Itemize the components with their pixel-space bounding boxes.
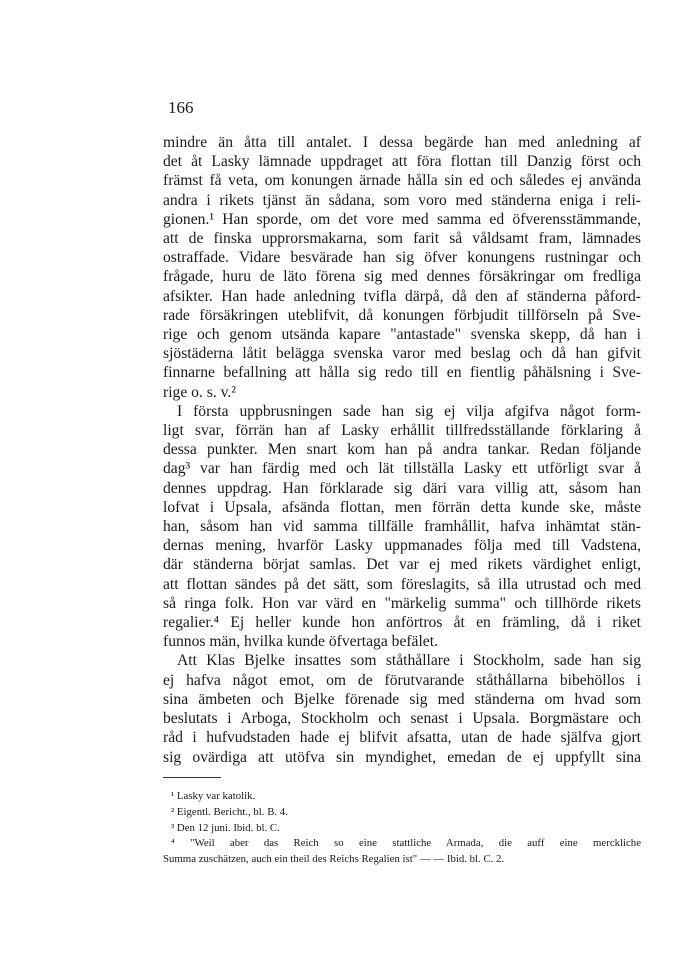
footnote: ⁴ "Weil aber das Reich so eine stattliche Armada, die auff eine merckliche	[171, 837, 641, 850]
text-line: afsikter. Han hade anledning tvifla därpå, då den af ständerna påford-	[163, 287, 641, 305]
text-line: funnos män, hvilka kunde öfvertaga befälet.	[163, 633, 438, 651]
text-line: främst få veta, om konungen ärnade hålla sin ed och således ej använda	[163, 172, 641, 190]
text-line: att flottan sändes på det sätt, som föreslagits, så illa utrustad och med	[163, 575, 641, 593]
text-line: finnarne befallning att hålla sig redo till en fientlig påhälsning i Sve-	[163, 364, 641, 382]
text-line: lofvat i Upsala, afsända flottan, men förrän detta kunde ske, måste	[163, 498, 641, 516]
text-line: I första uppbrusningen sade han sig ej vilja afgifva något form-	[177, 402, 641, 420]
footnote: ¹ Lasky var katolik.	[171, 790, 256, 802]
text-line: rige och genom utsända kapare "antastade" svenska skepp, då han i	[163, 326, 641, 344]
text-line: frågade, huru de läto förena sig med dennes försäkringar om fredliga	[163, 268, 641, 286]
text-line: beslutats i Arboga, Stockholm och senast i Upsala. Borgmästare och	[163, 710, 641, 728]
text-line: andra i rikets tjänst än sådana, som voro med ständerna eniga i reli-	[163, 191, 641, 209]
text-line: sina ämbeten och Bjelke förenade sig med ständerna om hvad som	[163, 690, 641, 708]
text-line: ostraffade. Vidare besvärade han sig öfver konungens rustningar och	[163, 249, 641, 267]
body-text	[163, 133, 641, 767]
text-line: dernas mening, hvarför Lasky uppmanades följa med till Vadstena,	[163, 537, 641, 555]
text-line: rige o. s. v.²	[163, 383, 236, 401]
text-line: regalier.⁴ Ej heller kunde hon anförtros åt en främling, då i riket	[163, 614, 641, 632]
text-line: sjöstäderna låtit belägga svenska varor med beslag och då han gifvit	[163, 345, 641, 363]
text-line: ligt svar, förrän han af Lasky erhållit tillfredsställande förklaring å	[163, 422, 641, 440]
text-line: han, såsom han vid samma tillfälle framhållit, hafva inhämtat stän-	[163, 518, 641, 536]
page-number: 166	[168, 98, 194, 117]
text-line: så ringa folk. Hon var värd en "märkelig summa" och tillhörde rikets	[163, 594, 641, 612]
text-line: sig ovärdiga att utöfva sin myndighet, emedan de ej uppfyllt sina	[163, 748, 641, 766]
text-line: dennes uppdrag. Han förklarade sig däri vara villig att, såsom han	[163, 479, 641, 497]
footnote-continuation: Summa zuschätzen, auch ein theil des Reichs Regalien ist" — — Ibid. bl. C. 2.	[163, 853, 505, 866]
text-line: råd i hufvudstaden hade ej blifvit afsatta, utan de hade själfva gjort	[163, 729, 641, 747]
footnotes	[163, 789, 641, 868]
text-line: Att Klas Bjelke insattes som ståthållare i Stockholm, sade han sig	[177, 652, 641, 670]
text-line: gionen.¹ Han sporde, om det vore med samma ed öfverensstämmande,	[163, 210, 641, 228]
text-line: dessa punkter. Men snart kom han på andra tankar. Redan följande	[163, 441, 641, 459]
footnote: ² Eigentl. Bericht., bl. B. 4.	[171, 805, 288, 818]
text-line: det åt Lasky lämnade uppdraget att föra flottan till Danzig först och	[163, 153, 641, 171]
text-line: där ständerna börjat samlas. Det var ej med rikets värdighet enligt,	[163, 556, 641, 574]
footnote-divider	[163, 777, 221, 778]
text-line: ej hafva något emot, om de förutvarande ståthållarna bibehöllos i	[163, 671, 641, 689]
text-line: rade försäkringen uteblifvit, då konungen förbjudit tillförseln på Sve-	[163, 306, 641, 324]
text-line: mindre än åtta till antalet. I dessa begärde han med anledning af	[163, 134, 641, 151]
footnote: ³ Den 12 juni. Ibid. bl. C.	[171, 821, 280, 834]
text-line: att de finska upprorsmakarna, som farit så våldsamt fram, lämnades	[163, 230, 641, 248]
text-line: dag³ var han färdig med och lät tillställa Lasky ett utförligt svar å	[163, 460, 641, 478]
